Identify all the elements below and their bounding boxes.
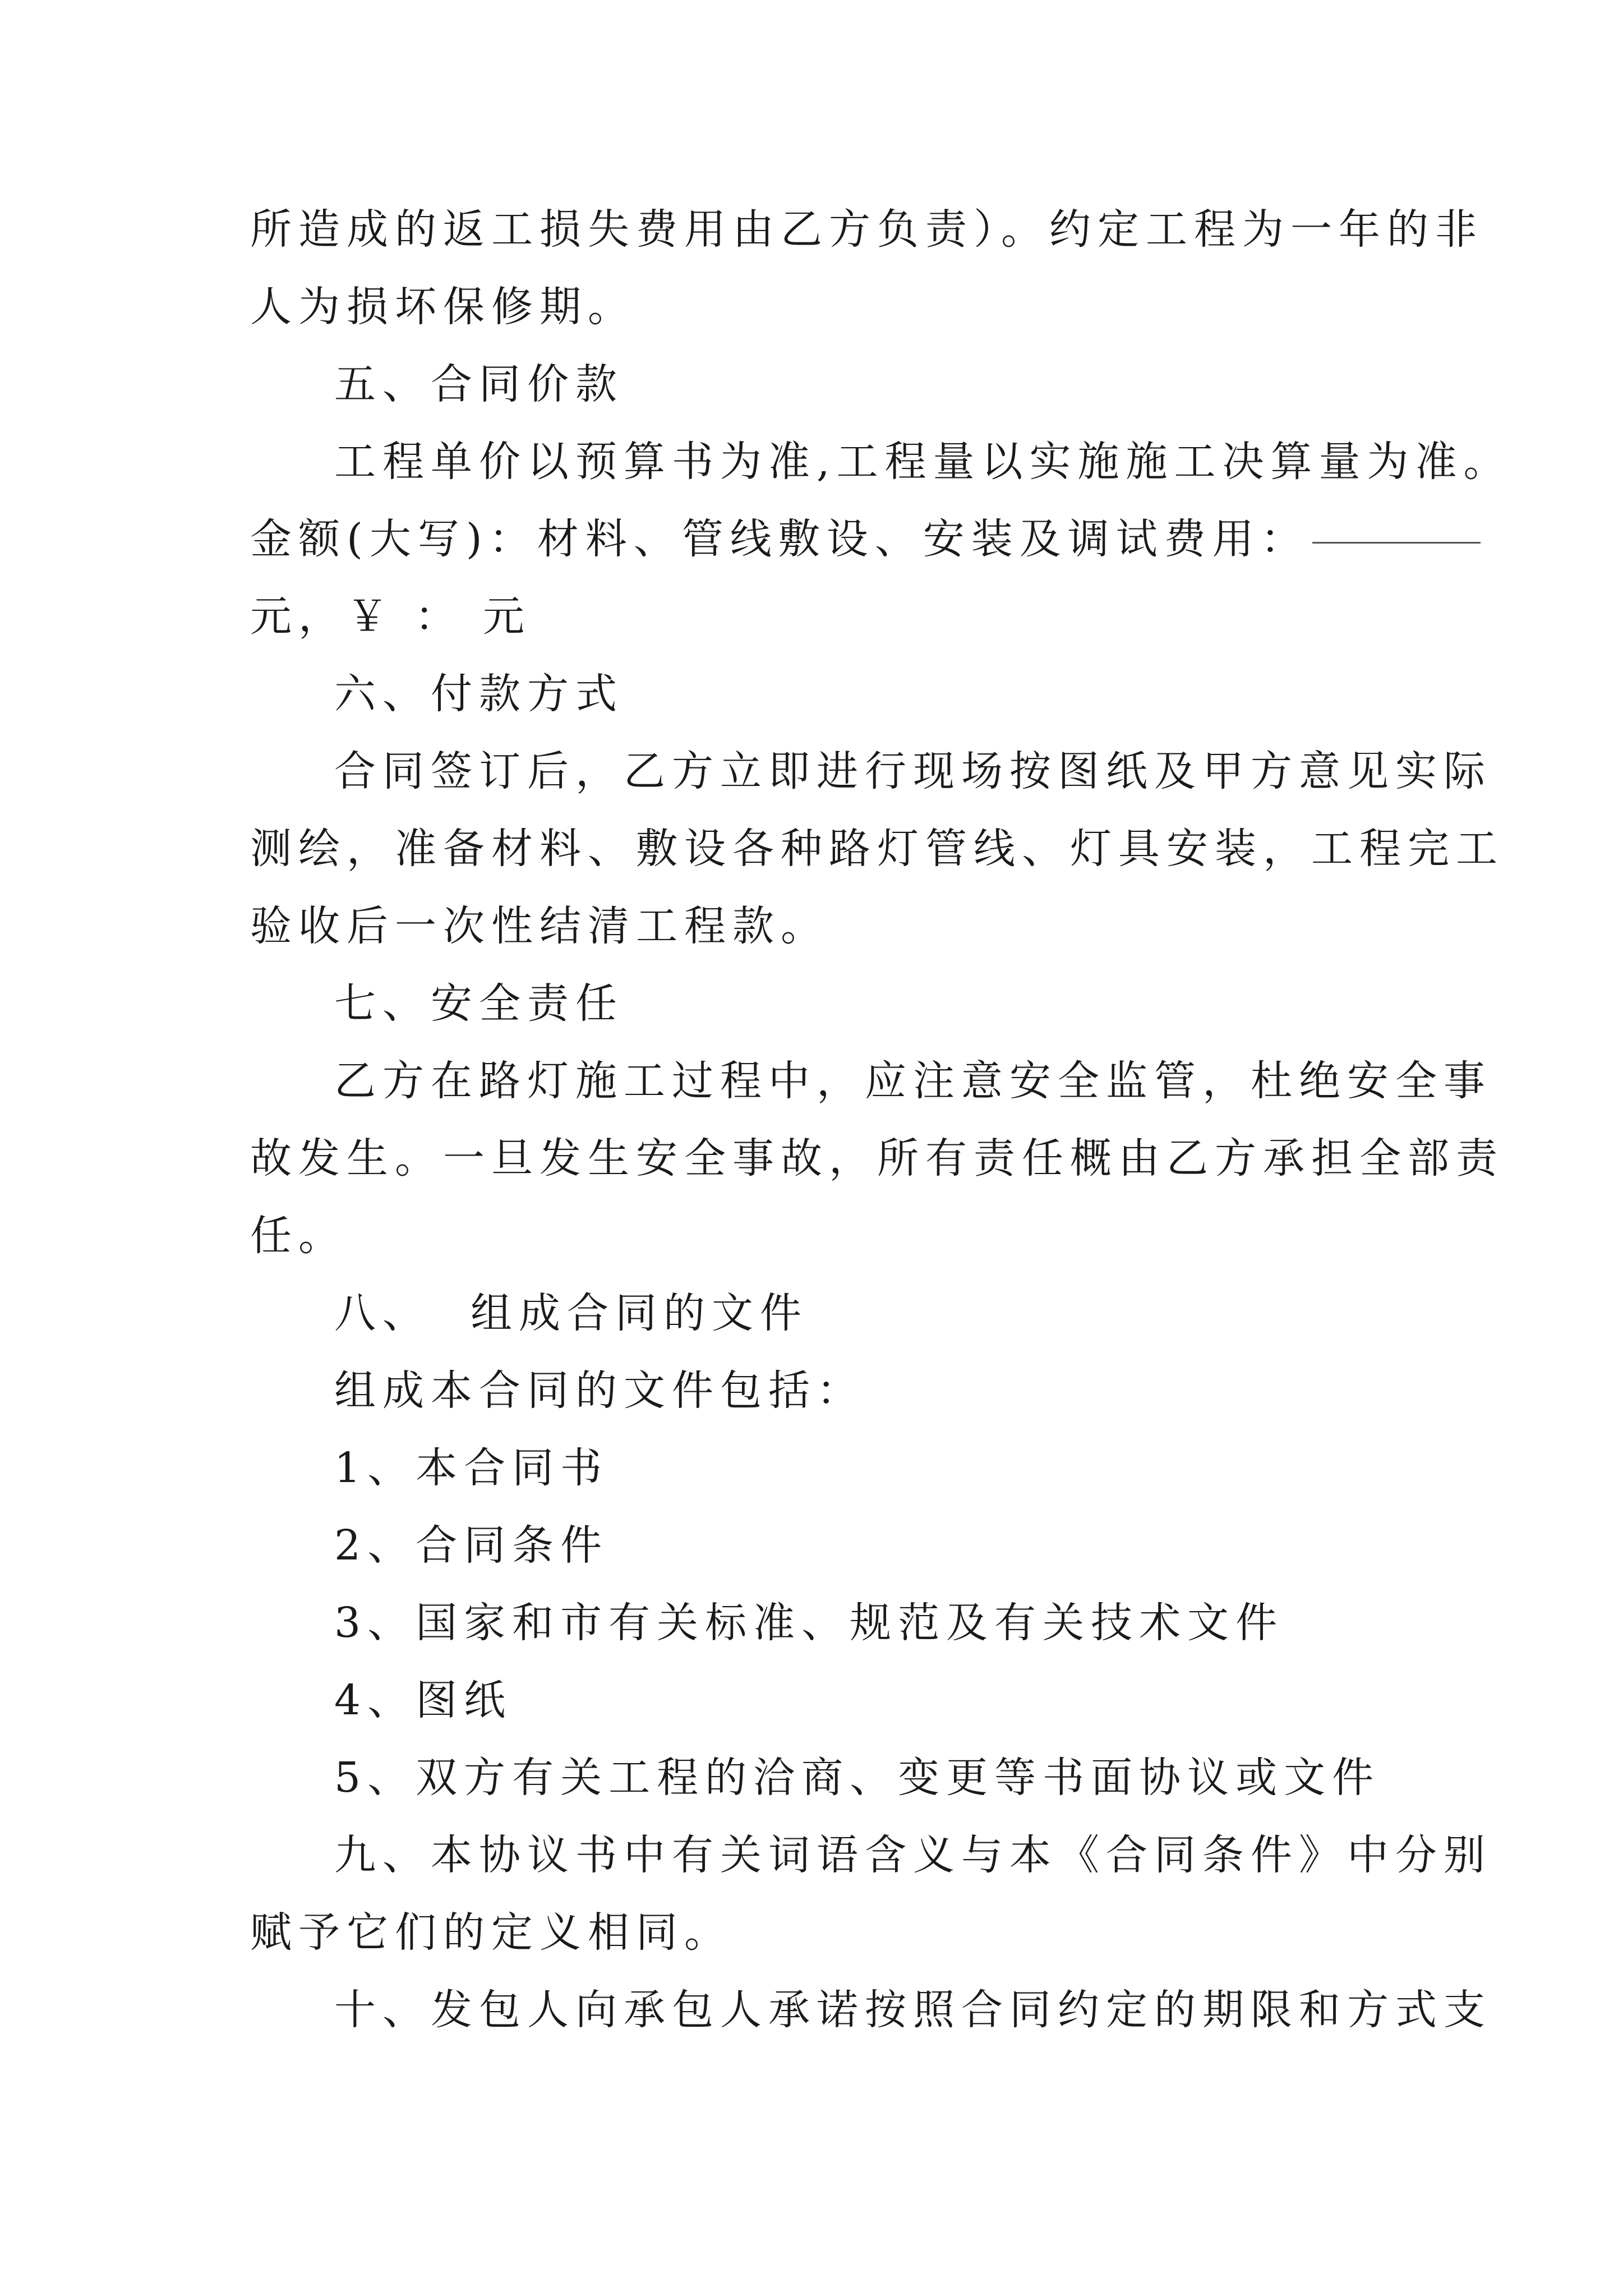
amount-blank xyxy=(1312,541,1481,544)
list-item: 2、合同条件 xyxy=(334,1521,609,1570)
currency-line: 元，￥ ： 元 xyxy=(250,592,532,641)
document-body xyxy=(250,191,1512,2049)
paragraph-line: 赋予它们的定义相同。 xyxy=(250,1908,732,1957)
paragraph-line: 验收后一次性结清工程款。 xyxy=(250,902,829,950)
list-item: 4、图纸 xyxy=(334,1676,513,1724)
paragraph-line: 乙方在路灯施工过程中，应注意安全监管，杜绝安全事 xyxy=(334,1057,1492,1105)
paragraph-line: 测绘，准备材料、敷设各种路灯管线、灯具安装，工程完工 xyxy=(250,825,1504,873)
amount-line xyxy=(250,500,1375,578)
paragraph-line: 合同签订后，乙方立即进行现场按图纸及甲方意见实际 xyxy=(334,747,1492,795)
section-heading-contract-documents: 八、 组成合同的文件 xyxy=(334,1289,809,1337)
amount-label: 金额(大写)：材料、管线敷设、安装及调试费用： xyxy=(250,515,1309,563)
paragraph-line: 任。 xyxy=(250,1212,347,1260)
paragraph-line: 所造成的返工损失费用由乙方负责）。约定工程为一年的非 xyxy=(250,205,1483,254)
section-heading-safety: 七、安全责任 xyxy=(334,979,624,1028)
paragraph-line: 工程单价以预算书为准,工程量以实施施工决算量为准。 xyxy=(334,438,1512,486)
section-ten-line: 十、发包人向承包人承诺按照合同约定的期限和方式支 xyxy=(334,1986,1492,2034)
list-item: 5、双方有关工程的洽商、变更等书面协议或文件 xyxy=(334,1754,1381,1802)
list-item: 3、国家和市有关标准、规范及有关技术文件 xyxy=(334,1599,1284,1647)
section-heading-payment: 六、付款方式 xyxy=(334,670,624,718)
paragraph-line: 人为损坏保修期。 xyxy=(250,283,636,331)
paragraph-line: 故发生。一旦发生安全事故，所有责任概由乙方承担全部责 xyxy=(250,1134,1504,1182)
section-nine-line: 九、本协议书中有关词语含义与本《合同条件》中分别 xyxy=(334,1831,1492,1879)
paragraph-line: 组成本合同的文件包括： xyxy=(334,1366,865,1415)
section-heading-contract-price: 五、合同价款 xyxy=(334,360,624,408)
list-item: 1、本合同书 xyxy=(334,1444,609,1492)
